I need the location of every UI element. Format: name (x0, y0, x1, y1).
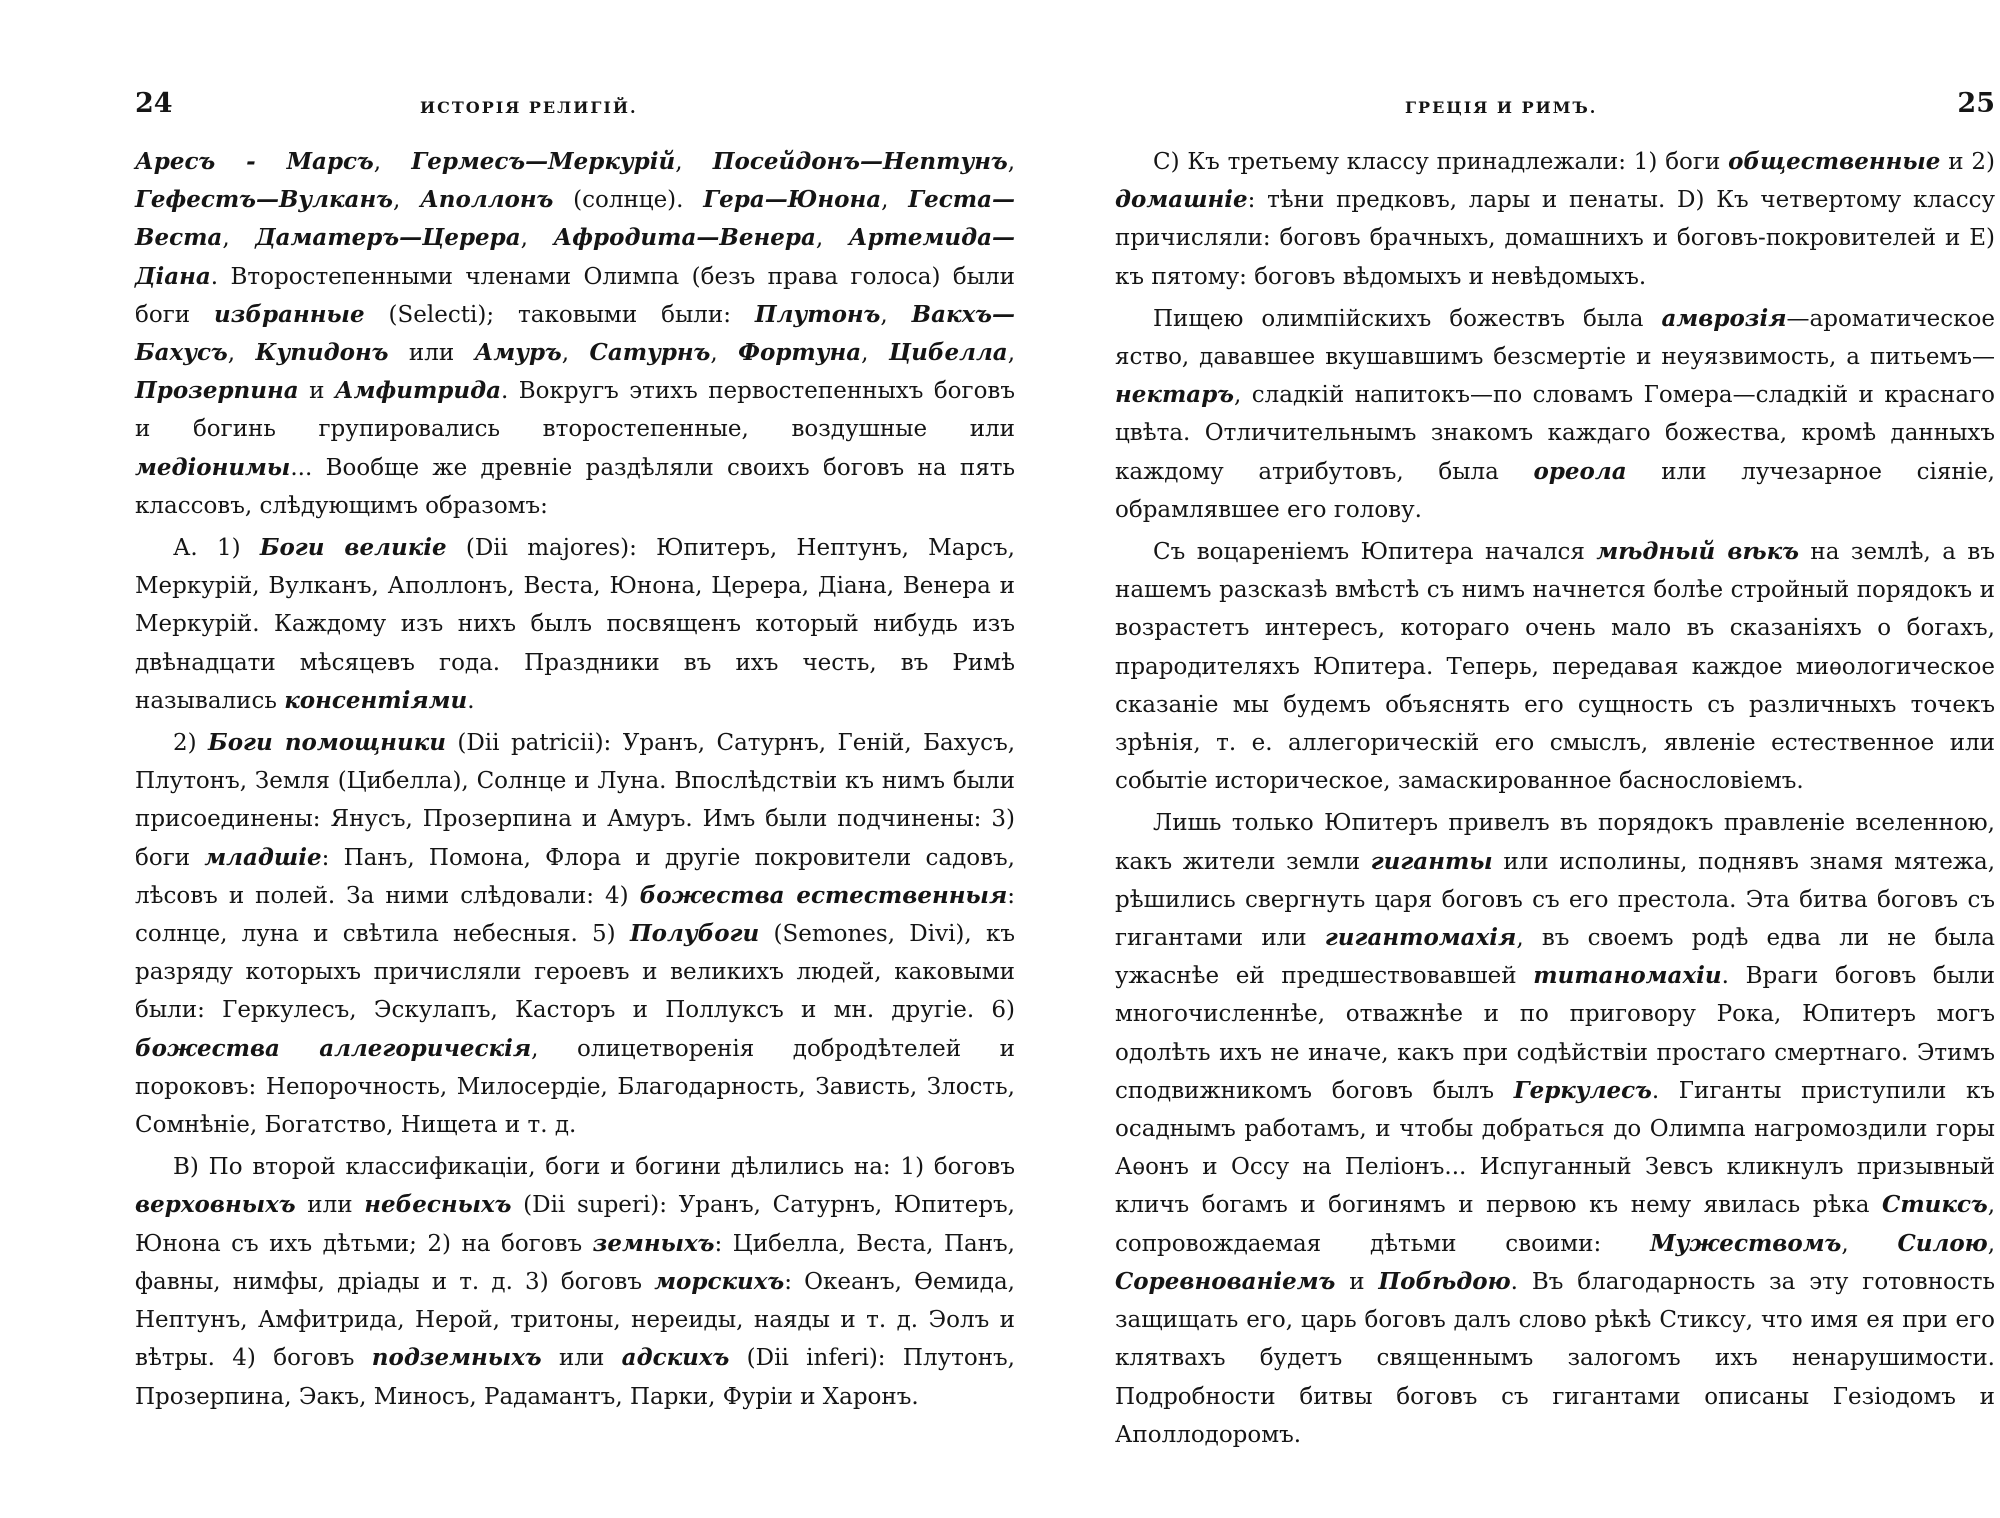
text-run: , сопровождаемая дѣтьми своими: (1115, 1192, 1995, 1257)
text-run: . Второстепенными членами Олимпа (безъ права голоса) были боги (135, 263, 1015, 328)
emphasized-term: Амуръ (474, 339, 562, 367)
text-run: . Гиганты приступили къ осаднымъ работамъ, и чтобы добраться до Олимпа нагромоздили горы Аѳонъ и Оссу на Пеліонъ... Испуганный Зевсъ кликнулъ призывный кличъ богамъ и богинямъ и первою къ нему явилась рѣка (1115, 1077, 1995, 1219)
text-run: на землѣ, а въ нашемъ разсказѣ вмѣстѣ съ нимъ начнется болѣе стройный порядокъ и возрастетъ интересъ, котораго очень мало въ сказаніяхъ о богахъ, прародителяхъ Юпитера. Теперь, передавая каждое миѳологическое сказаніе мы будемъ объяснять его сущность съ различныхъ точекъ зрѣнія, т. е. аллегорическій его смыслъ, явленіе естественное или событіе историческое, замаскированное баснословіемъ. (1115, 539, 1995, 795)
emphasized-term: избранные (214, 300, 365, 328)
left-page-number: 24 (135, 88, 173, 119)
text-run: Лишь только Юпитеръ привелъ въ порядокъ правленіе вселенною, какъ жители земли (1115, 810, 1995, 875)
emphasized-term: Гермесъ—Меркурій (411, 148, 676, 175)
emphasized-term: Даматеръ—Церера (255, 224, 521, 252)
emphasized-term: небесныхъ (364, 1191, 512, 1219)
emphasized-term: ореола (1533, 457, 1627, 485)
emphasized-term: Сатурнъ (589, 339, 711, 367)
emphasized-term: верховныхъ (135, 1191, 296, 1219)
text-run: и (1335, 1268, 1379, 1295)
emphasized-term: Аполлонъ (420, 186, 554, 214)
text-run: или (295, 1192, 365, 1219)
emphasized-term: Побѣдою (1378, 1267, 1511, 1295)
right-running-head (1115, 88, 1995, 128)
emphasized-term: адскихъ (621, 1344, 730, 1372)
emphasized-term: земныхъ (592, 1229, 715, 1257)
emphasized-term: божества естественныя (639, 881, 1008, 909)
text-run: , (1007, 340, 1015, 367)
text-run: , (1841, 1230, 1898, 1257)
text-run: , (861, 340, 889, 367)
text-run: (Dii superi): Уранъ, Сатурнъ, Юпитеръ, Юнона съ ихъ дѣтьми; 2) на боговъ (135, 1192, 1015, 1257)
text-run: , (392, 187, 421, 214)
text-run: и 2) (1940, 149, 1995, 175)
text-run: (Selecti); таковыми были: (364, 301, 755, 328)
text-run: С) Къ третьему классу принадлежали: 1) боги (1153, 149, 1729, 175)
text-run: , сладкій напитокъ—по словамъ Гомера—сладкій и краснаго цвѣта. Отличительнымъ знакомъ каждаго божества, кромѣ данныхъ каждому атрибутовъ, была (1115, 382, 1995, 485)
emphasized-term: Купидонъ (255, 339, 389, 367)
right-page-number: 25 (1957, 88, 1995, 119)
text-run: (Semones, Divi), къ разряду которыхъ причисляли героевъ и великихъ людей, каковыми были: Геркулесъ, Эскулапъ, Касторъ и Поллуксъ и мн. другіе. 6) (135, 921, 1015, 1024)
emphasized-term: божества аллегорическія (135, 1034, 532, 1062)
text-run: (Dii patricii): Уранъ, Сатурнъ, Геній, Бахусъ, Плутонъ, Земля (Цибелла), Солнце и Луна. Впослѣдствіи къ нимъ были присоединены: Янусъ, Прозерпина и Амуръ. Имъ были подчинены: 3) боги (135, 730, 1016, 871)
text-run: , (881, 187, 909, 214)
left-running-head (135, 88, 1015, 128)
text-run: : тѣни предковъ, лары и пенаты. D) Къ четвертому классу причисляли: боговъ брачныхъ, домашнихъ и боговъ-покровителей и Е) къ пятому: боговъ вѣдомыхъ и невѣдомыхъ. (1115, 187, 1995, 290)
emphasized-term: Соревнованіемъ (1115, 1267, 1336, 1295)
text-run: или (388, 340, 475, 367)
emphasized-term: Гефестъ—Вулканъ (135, 186, 393, 214)
right-page (1115, 0, 1995, 1518)
emphasized-term: Посейдонъ—Нептунъ (712, 148, 1008, 175)
emphasized-term: Геста—Веста (135, 186, 1016, 252)
left-page (135, 0, 1015, 1518)
text-run: (солнце). (553, 187, 704, 214)
emphasized-term: Геркулесъ (1513, 1076, 1652, 1104)
paragraph (1115, 143, 1995, 296)
text-run: . (467, 687, 475, 714)
emphasized-term: Полубоги (629, 920, 760, 948)
text-run: Съ воцареніемъ Юпитера начался (1153, 539, 1597, 566)
paragraph (135, 724, 1015, 1144)
emphasized-term: Стиксъ (1882, 1191, 1988, 1219)
text-run: . Вокругъ этихъ первостепенныхъ боговъ и богинь групировались второстепенные, воздушные или (135, 378, 1015, 443)
emphasized-term: общественные (1728, 148, 1941, 175)
text-run: , олицетворенія добродѣтелей и пороковъ: Непорочность, Милосердіе, Благодарность, Зависть, Злость, Сомнѣніе, Богатство, Нищета и т. д. (135, 1035, 1015, 1139)
text-run: В) По второй классификаціи, боги и богини дѣлились на: 1) боговъ (173, 1154, 1015, 1181)
emphasized-term: гиганты (1370, 847, 1493, 875)
text-run: , (222, 225, 256, 252)
text-run: , (815, 225, 849, 252)
emphasized-term: Афродита—Венера (553, 224, 816, 252)
paragraph (135, 529, 1015, 720)
text-run: : Океанъ, Ѳемида, Нептунъ, Амфитрида, Нерой, тритоны, нереиды, наяды и т. д. Эолъ и вѣтры. 4) боговъ (135, 1268, 1015, 1372)
emphasized-term: Боги великіе (259, 534, 447, 562)
text-run: : солнце, луна и свѣтила небесныя. 5) (135, 882, 1015, 948)
emphasized-term: Аресъ - Марсъ (135, 148, 374, 175)
emphasized-term: консентіями (284, 686, 468, 714)
left-running-title: ИСТОРІЯ РЕЛИГІЙ. (420, 98, 638, 117)
emphasized-term: Силою (1897, 1229, 1988, 1257)
emphasized-term: амврозія (1661, 304, 1787, 332)
text-run: , (1987, 1230, 1996, 1257)
text-run: , (520, 225, 554, 252)
emphasized-term: Прозерпина (135, 377, 299, 405)
emphasized-term: мѣдный вѣкъ (1596, 538, 1799, 566)
right-running-title: ГРЕЦІЯ И РИМЪ. (1405, 98, 1598, 117)
emphasized-term: Цибелла (888, 339, 1008, 367)
text-run: , (373, 149, 412, 175)
text-run: , (227, 340, 256, 367)
paragraph (1115, 300, 1995, 529)
left-page-body (135, 143, 1015, 1420)
emphasized-term: Вакхъ—Бахусъ (135, 300, 1016, 367)
emphasized-term: домашніе (1115, 186, 1248, 214)
paragraph (1115, 533, 1995, 800)
text-run: , (880, 301, 912, 328)
text-run: Пищею олимпійскихъ божествъ была (1153, 305, 1662, 332)
text-run: : Панъ, Помона, Флора и другіе покровители садовъ, лѣсовъ и полей. За ними слѣдовали: 4) (135, 844, 1015, 909)
text-run: , (710, 340, 739, 367)
emphasized-term: Гера—Юнона (703, 186, 882, 214)
text-run: ... Вообще же древніе раздѣляли своихъ боговъ на пять классовъ, слѣдующимъ образомъ: (135, 454, 1015, 519)
emphasized-term: младшіе (204, 843, 322, 871)
text-run: или лучезарное сіяніе, обрамлявшее его голову. (1115, 458, 1995, 523)
text-run: , въ своемъ родѣ едва ли не была ужаснѣе ей предшествовавшей (1115, 925, 1995, 990)
text-run: (Dii majores): Юпитеръ, Нептунъ, Марсъ, Меркурій, Вулканъ, Аполлонъ, Веста, Юнона, Церера, Діана, Венера и Меркурій. Каждому изъ нихъ былъ посвященъ который нибудь изъ двѣнадцати мѣсяцевъ года. Праздники въ ихъ честь, въ Римѣ назывались (135, 535, 1015, 714)
emphasized-term: Фортуна (738, 339, 862, 367)
emphasized-term: Амфитрида (334, 377, 501, 405)
text-run: или (541, 1345, 622, 1372)
emphasized-term: морскихъ (654, 1267, 785, 1295)
text-run: и (298, 378, 335, 405)
emphasized-term: Артемида—Діана (135, 224, 1016, 290)
emphasized-term: Боги помощники (208, 729, 446, 757)
emphasized-term: гигантомахія (1324, 924, 1517, 952)
text-run: или исполины, поднявъ знамя мятежа, рѣшились свергнуть царя боговъ съ его престола. Эта битва боговъ съ гигантами или (1115, 848, 1996, 952)
right-page-body (1115, 143, 1995, 1458)
emphasized-term: нектаръ (1115, 381, 1235, 409)
paragraph (135, 143, 1015, 525)
text-run: . Враги боговъ были многочисленнѣе, отважнѣе и по приговору Рока, Юпитеръ могъ одолѣть ихъ не иначе, какъ при содѣйствіи простаго смертнаго. Этимъ сподвижникомъ боговъ былъ (1115, 963, 1995, 1104)
emphasized-term: Мужествомъ (1650, 1229, 1842, 1257)
text-run: . Въ благодарность за эту готовность защищать его, царь боговъ далъ слово рѣкѣ Стиксу, что имя ея при его клятвахъ будетъ священнымъ залогомъ ихъ ненарушимости. Подробности битвы боговъ съ гигантами описаны Гезіодомъ и Аполлодоромъ. (1115, 1268, 1995, 1448)
text-run: , (1007, 149, 1016, 175)
text-run: , (561, 340, 590, 367)
emphasized-term: титаномахіи (1533, 962, 1722, 990)
text-run: (Dii inferi): Плутонъ, Прозерпина, Эакъ, Миносъ, Радамантъ, Парки, Фуріи и Харонъ. (135, 1345, 1015, 1410)
text-run: , (675, 149, 713, 175)
emphasized-term: подземныхъ (371, 1344, 542, 1372)
text-run: 2) (173, 730, 209, 757)
text-run: —ароматическое яство, дававшее вкушавшимъ безсмертіе и неуязвимость, а питьемъ— (1115, 305, 1995, 371)
emphasized-term: медіонимы (135, 453, 291, 481)
paragraph (135, 1148, 1015, 1415)
text-run: А. 1) (173, 535, 260, 562)
paragraph (1115, 804, 1995, 1453)
emphasized-term: Плутонъ (754, 300, 881, 328)
text-run: : Цибелла, Веста, Панъ, фавны, нимфы, дріады и т. д. 3) боговъ (135, 1230, 1015, 1295)
